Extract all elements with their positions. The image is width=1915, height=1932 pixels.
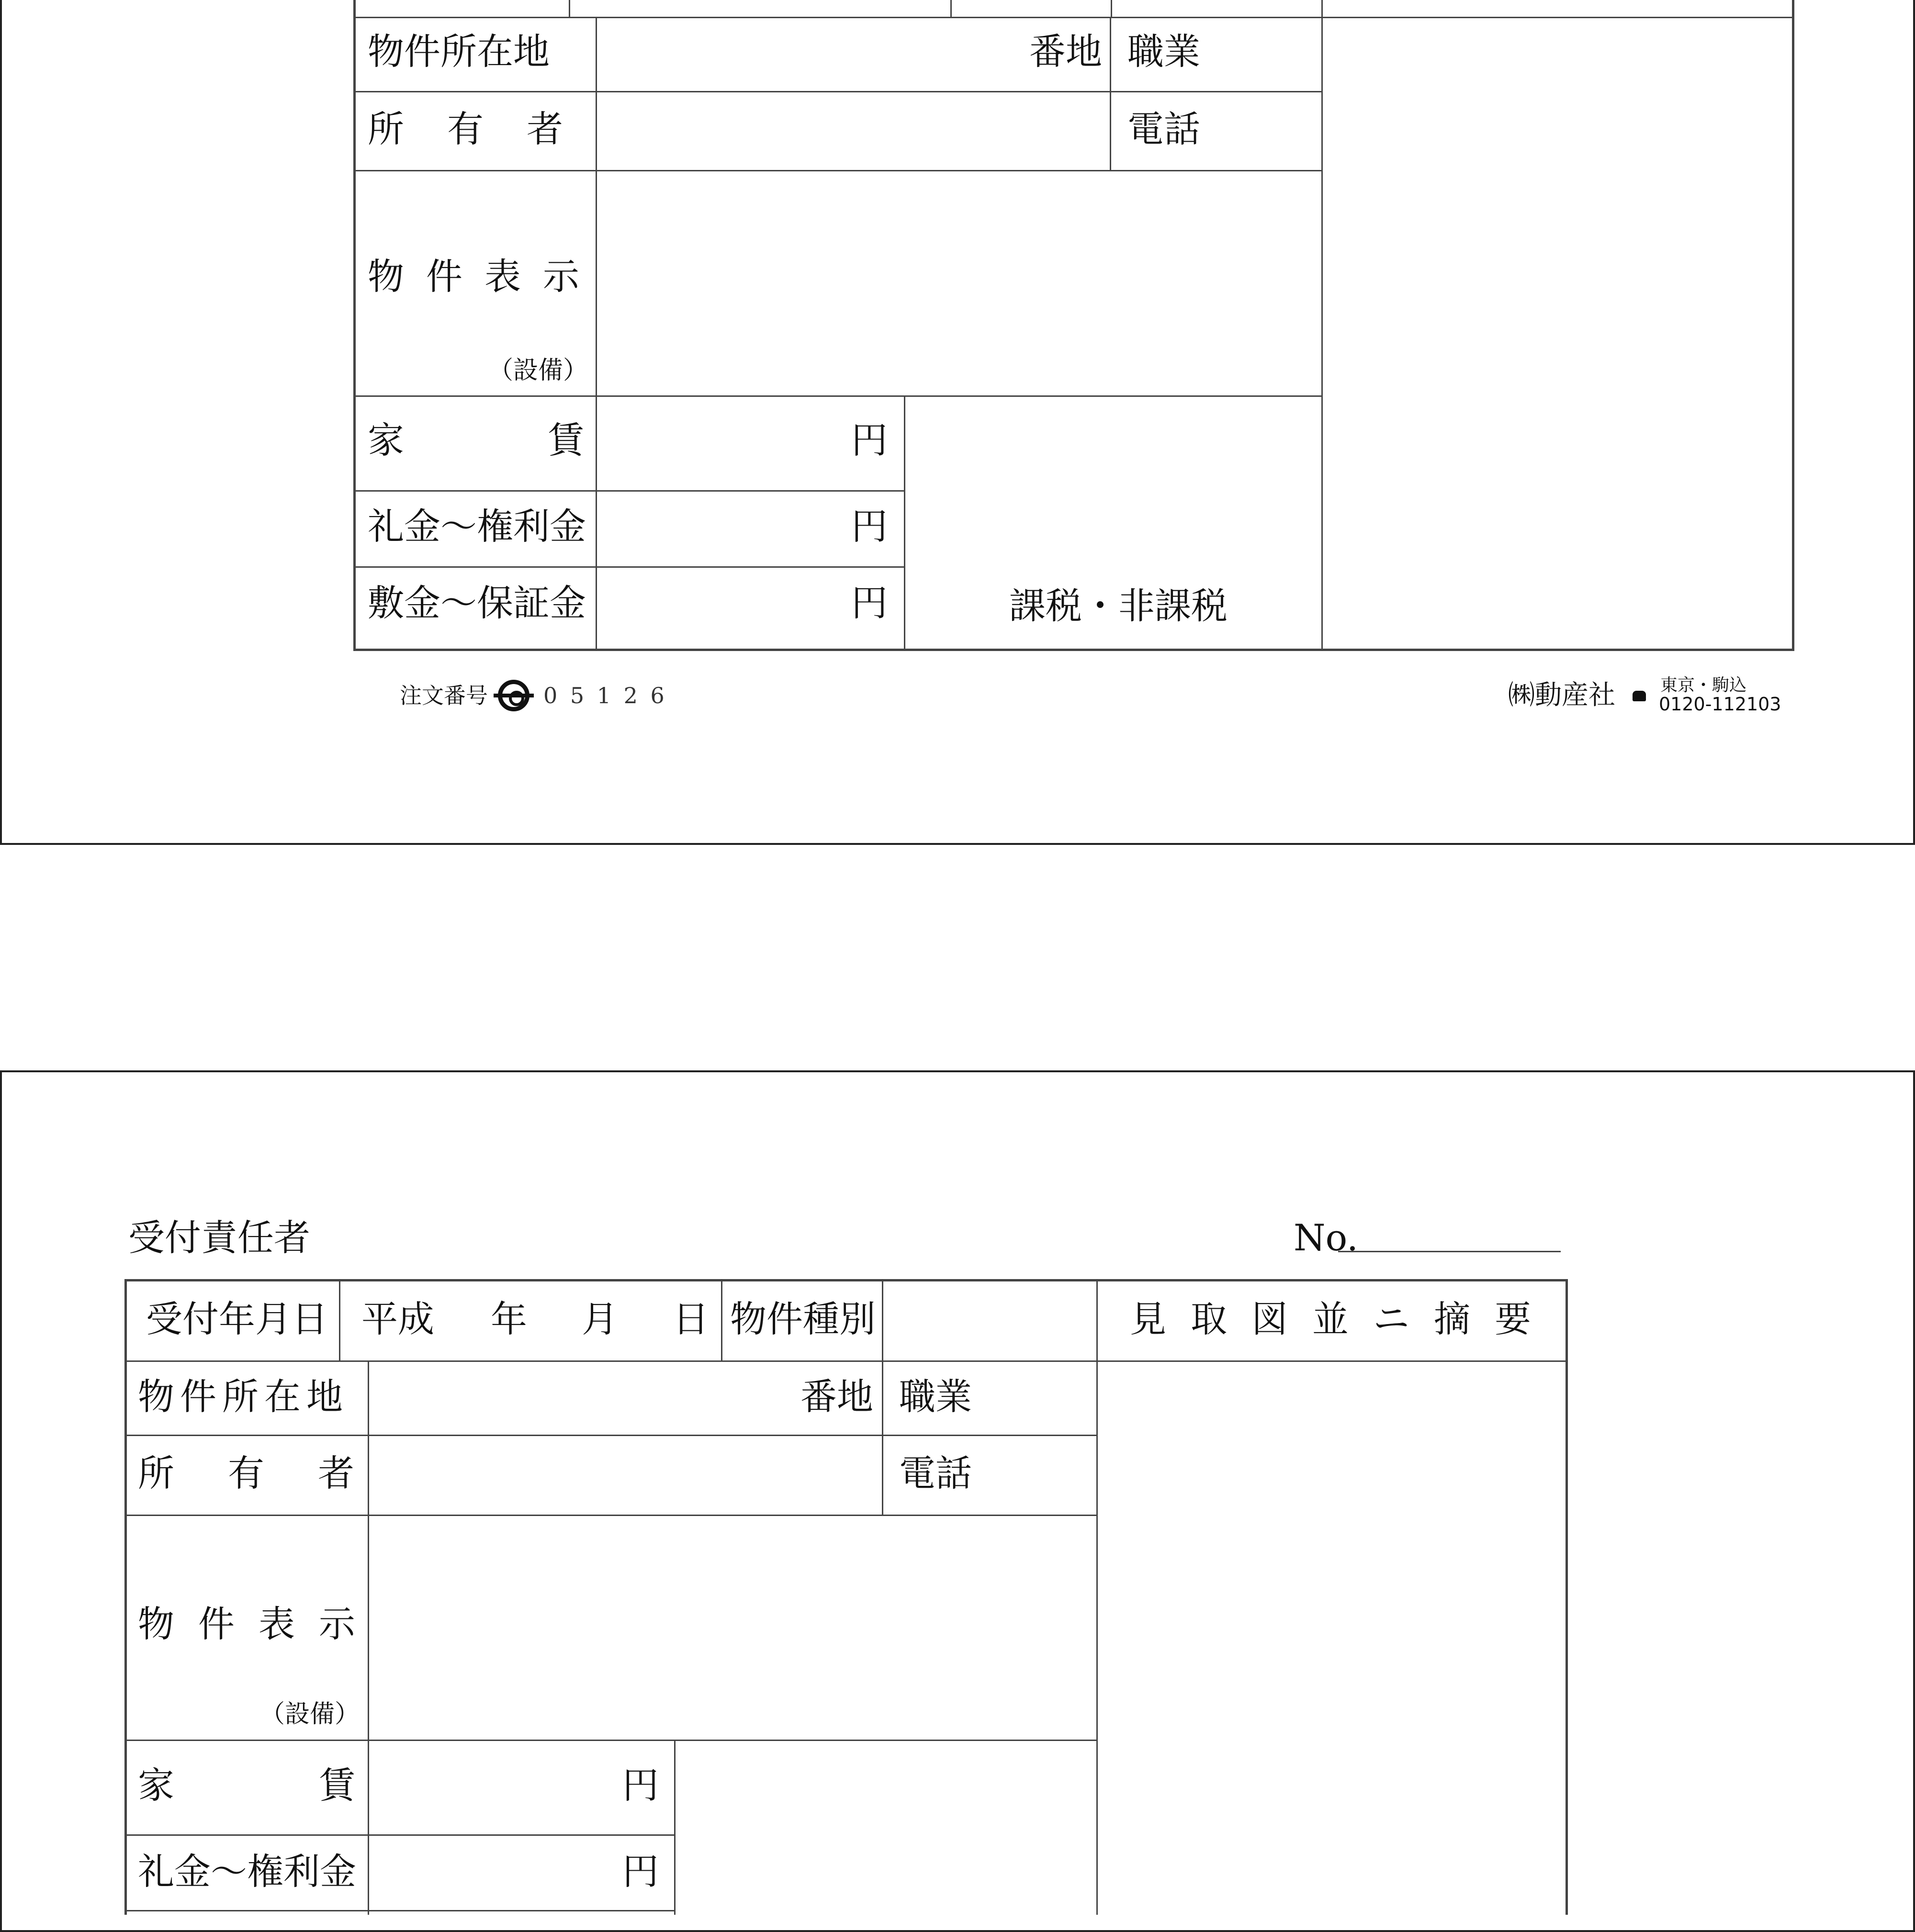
top-table-right-border xyxy=(1792,0,1794,651)
order-number-label: 注文番号 xyxy=(400,683,488,708)
top-col-line xyxy=(904,395,905,650)
top-partial-divider xyxy=(569,0,570,17)
month-label: 月 xyxy=(582,1298,618,1340)
order-number: 0 5 1 2 6 xyxy=(543,683,667,708)
bottom-table-left-border xyxy=(124,1279,127,1915)
top-property-label: 物件表示 xyxy=(368,255,601,298)
top-deposit-label: 敷金～保証金 xyxy=(368,582,586,624)
top-lot-label: 番地 xyxy=(1029,30,1102,73)
top-row-line xyxy=(353,17,1794,18)
bottom-equipment-label: （設備） xyxy=(260,1700,360,1729)
bottom-location-label: 物件所在地 xyxy=(138,1375,349,1418)
top-phone-label: 電話 xyxy=(1127,108,1200,150)
top-col-line xyxy=(1110,17,1111,170)
top-form-sheet xyxy=(0,0,1915,845)
company-name: ㈱動産社 xyxy=(1508,680,1615,711)
no-label: No. xyxy=(1294,1216,1359,1259)
floorplan-summary-label: 見取図並ニ摘要 xyxy=(1130,1298,1555,1340)
top-row-line xyxy=(353,395,1323,397)
top-equipment-label: （設備） xyxy=(488,356,588,385)
top-row-line xyxy=(353,490,904,492)
era-label: 平成 xyxy=(361,1298,434,1340)
bottom-row-line xyxy=(124,1515,1097,1516)
bottom-row-line xyxy=(124,1834,675,1836)
bottom-row-line xyxy=(124,1740,1097,1741)
top-table-bottom-border xyxy=(353,649,1794,651)
bottom-occupation-label: 職業 xyxy=(899,1375,972,1418)
receiver-label: 受付責任者 xyxy=(128,1216,310,1259)
bottom-table-top-border xyxy=(124,1279,1568,1281)
bottom-keymoney-label: 礼金～権利金 xyxy=(138,1850,356,1893)
property-type-label: 物件種別 xyxy=(730,1298,876,1340)
bottom-rent-unit: 円 xyxy=(622,1764,659,1807)
bottom-owner-label: 所有者 xyxy=(138,1452,408,1494)
bottom-table-right-border xyxy=(1566,1279,1568,1915)
top-occupation-label: 職業 xyxy=(1127,30,1200,73)
bottom-col-line xyxy=(339,1279,340,1360)
bottom-col-line xyxy=(674,1740,676,1915)
receipt-date-label: 受付年月日 xyxy=(146,1298,328,1340)
top-col-line xyxy=(1321,17,1323,650)
top-rent-unit: 円 xyxy=(851,419,888,461)
top-partial-divider xyxy=(1321,0,1323,17)
top-row-line xyxy=(353,170,1323,171)
day-label: 日 xyxy=(673,1298,709,1340)
top-partial-divider xyxy=(950,0,952,17)
top-rent-label: 家賃 xyxy=(368,419,728,461)
top-deposit-unit: 円 xyxy=(851,582,888,624)
bottom-row-line xyxy=(124,1910,675,1911)
year-label: 年 xyxy=(491,1298,527,1340)
bottom-row-line xyxy=(124,1360,1568,1362)
bottom-col-line xyxy=(1096,1279,1098,1915)
company-phone: 0120-112103 xyxy=(1659,694,1781,715)
top-row-line xyxy=(353,566,904,568)
bottom-rent-label: 家賃 xyxy=(138,1764,500,1807)
bottom-phone-label: 電話 xyxy=(899,1452,972,1494)
bottom-col-line xyxy=(721,1279,722,1360)
company-location: 東京・駒込 xyxy=(1660,675,1747,695)
top-row-line xyxy=(353,91,1323,92)
top-keymoney-unit: 円 xyxy=(851,505,888,548)
bottom-row-line xyxy=(124,1435,1097,1436)
order-logo-icon xyxy=(498,680,529,711)
no-input-line[interactable] xyxy=(1338,1251,1561,1252)
bottom-keymoney-unit: 円 xyxy=(622,1850,659,1893)
bottom-lot-label: 番地 xyxy=(800,1375,873,1418)
top-tax-status: 課税・非課税 xyxy=(1009,584,1228,627)
top-owner-label: 所有者 xyxy=(368,108,606,150)
top-location-label: 物件所在地 xyxy=(368,30,550,73)
bottom-col-line xyxy=(882,1279,883,1515)
top-keymoney-label: 礼金～権利金 xyxy=(368,505,586,548)
top-table-left-border xyxy=(353,0,356,651)
telephone-icon xyxy=(1633,691,1646,701)
top-partial-divider xyxy=(1111,0,1112,17)
bottom-property-label: 物件表示 xyxy=(138,1603,379,1645)
